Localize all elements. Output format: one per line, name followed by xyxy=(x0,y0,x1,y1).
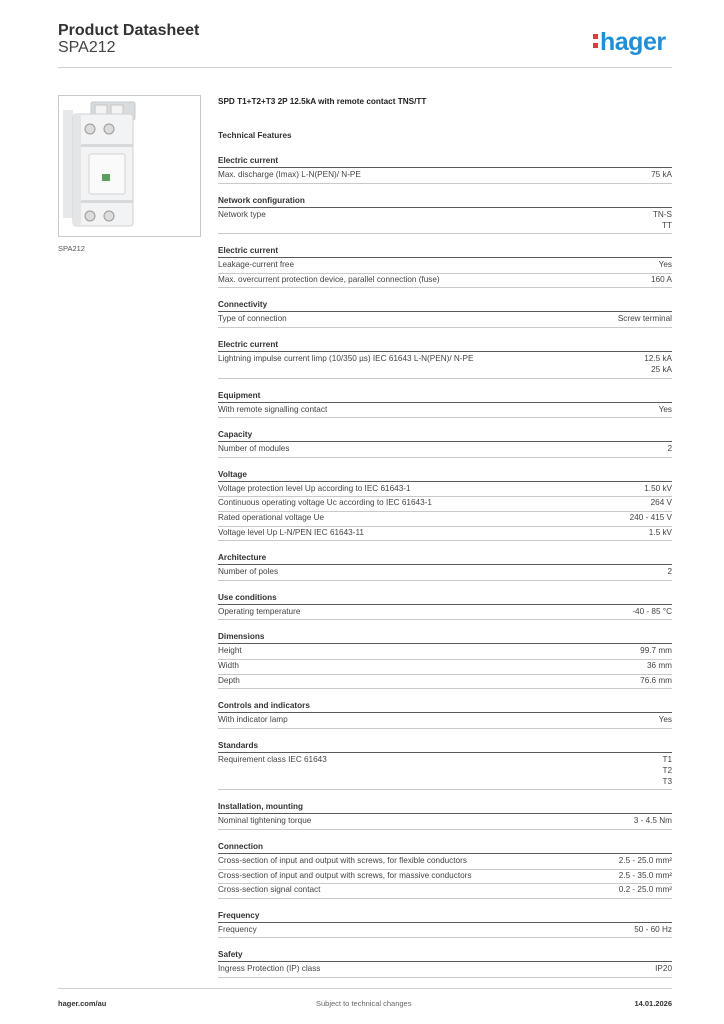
spec-value: 36 mm xyxy=(646,661,672,670)
section-title: Voltage xyxy=(218,469,672,482)
spec-row xyxy=(218,645,672,660)
spec-value: IP20 xyxy=(655,964,672,974)
spec-value: 2 xyxy=(667,567,672,577)
spec-values xyxy=(647,660,672,671)
spec-values xyxy=(644,483,672,494)
spec-values xyxy=(655,963,672,974)
spec-label: Cross-section of input and output with screws, for massive conductors xyxy=(218,870,472,880)
spec-values xyxy=(667,443,672,454)
spec-row xyxy=(218,855,672,870)
spec-label: Nominal tightening torque xyxy=(218,816,312,826)
spec-values xyxy=(659,714,672,725)
footer-divider xyxy=(58,988,672,989)
section-title: Use conditions xyxy=(218,592,672,605)
spec-row xyxy=(218,924,672,939)
section-title: Safety xyxy=(218,949,672,962)
spec-values xyxy=(644,353,672,375)
spec-label: Cross-section of input and output with screws, for flexible conductors xyxy=(218,856,467,865)
footer-date: 14.01.2026 xyxy=(634,999,672,1008)
spec-row xyxy=(218,963,672,978)
spec-row xyxy=(218,884,672,899)
spec-label: Number of modules xyxy=(218,444,290,454)
spec-value: 99.7 mm xyxy=(640,646,672,656)
spec-row xyxy=(218,169,672,184)
section-title: Installation, mounting xyxy=(218,801,672,814)
spec-value: 240 - 415 V xyxy=(629,513,672,522)
spec-value: 76.6 mm xyxy=(640,675,672,685)
product-subtitle: SPD T1+T2+T3 2P 12.5kA with remote contact TNS/TT xyxy=(218,97,427,106)
spec-value: Yes xyxy=(658,404,672,414)
spec-values xyxy=(651,274,672,285)
section-title: Capacity xyxy=(218,429,672,442)
spec-value: 0.2 - 25.0 mm² xyxy=(618,885,672,895)
spec-values xyxy=(640,645,672,656)
spec-label: Operating temperature xyxy=(218,606,301,616)
spec-row xyxy=(218,566,672,581)
spec-row xyxy=(218,274,672,289)
spec-row xyxy=(218,675,672,690)
product-image xyxy=(58,95,201,237)
spec-label: Requirement class IEC 61643 xyxy=(218,754,327,764)
hager-logo xyxy=(593,28,666,57)
spec-values xyxy=(634,924,672,935)
spec-label: With remote signalling contact xyxy=(218,404,328,414)
spec-row xyxy=(218,313,672,328)
spec-value: -40 - 85 °C xyxy=(632,606,672,616)
spec-row xyxy=(218,606,672,621)
spec-row xyxy=(218,815,672,830)
spec-value: 2.5 - 25.0 mm² xyxy=(618,856,672,865)
surge-protector-device-image xyxy=(59,96,200,236)
spec-label: Continuous operating voltage Uc according to IEC 61643-1 xyxy=(218,498,432,508)
spec-label: Type of connection xyxy=(218,314,287,324)
page-title: Product Datasheet xyxy=(58,22,200,39)
section-title: Electric current xyxy=(218,339,672,352)
section-title: Architecture xyxy=(218,552,672,565)
spec-label: Lightning impulse current limp (10/350 µs) IEC 61643 L-N(PEN)/ N-PE xyxy=(218,354,474,363)
spec-values xyxy=(619,855,672,866)
spec-label: Max. overcurrent protection device, parallel connection (fuse) xyxy=(218,274,440,284)
spec-value: 25 kA xyxy=(651,365,672,374)
spec-value: 1.50 kV xyxy=(644,483,672,493)
spec-values xyxy=(630,512,672,523)
spec-value: 2.5 - 35.0 mm² xyxy=(618,870,672,880)
spec-row xyxy=(218,754,672,791)
spec-row xyxy=(218,259,672,274)
section-title: Network configuration xyxy=(218,195,672,208)
spec-label: Max. discharge (Imax) L-N(PEN)/ N-PE xyxy=(218,170,361,179)
spec-values xyxy=(662,754,672,787)
header-divider xyxy=(58,67,672,68)
spec-value: TN-S xyxy=(652,209,672,219)
spec-value: T2 xyxy=(662,765,672,775)
spec-values xyxy=(651,497,672,508)
spec-value: 75 kA xyxy=(651,170,672,179)
spec-value: 264 V xyxy=(650,498,672,508)
spec-row xyxy=(218,353,672,379)
spec-row xyxy=(218,209,672,235)
spec-value: TT xyxy=(661,220,672,230)
spec-label: Ingress Protection (IP) class xyxy=(218,964,321,974)
spec-values xyxy=(659,404,672,415)
spec-label: Voltage level Up L-N/PEN IEC 61643-11 xyxy=(218,527,364,537)
spec-values xyxy=(653,209,672,231)
spec-label: Width xyxy=(218,661,239,670)
spec-label: Rated operational voltage Ue xyxy=(218,513,325,522)
spec-row xyxy=(218,497,672,512)
spec-value: 1.5 kV xyxy=(648,527,672,537)
spec-value: Screw terminal xyxy=(617,314,672,324)
footer-website[interactable]: hager.com/au xyxy=(58,999,107,1008)
spec-values xyxy=(667,566,672,577)
spec-value: T1 xyxy=(662,754,672,764)
section-title: Connection xyxy=(218,841,672,854)
spec-label: Number of poles xyxy=(218,567,279,577)
spec-row xyxy=(218,443,672,458)
spec-label: Height xyxy=(218,646,242,656)
spec-value: 50 - 60 Hz xyxy=(634,924,672,934)
spec-values xyxy=(619,870,672,881)
image-caption: SPA212 xyxy=(58,244,85,253)
spec-label: Network type xyxy=(218,209,266,219)
spec-values xyxy=(649,527,672,538)
spec-value: T3 xyxy=(662,776,672,786)
spec-values xyxy=(659,259,672,270)
spec-values xyxy=(640,675,672,686)
spec-label: Frequency xyxy=(218,924,257,934)
section-title: Standards xyxy=(218,740,672,753)
spec-label: Cross-section signal contact xyxy=(218,885,321,895)
section-title: Electric current xyxy=(218,155,672,168)
section-title: Dimensions xyxy=(218,631,672,644)
spec-row xyxy=(218,512,672,527)
spec-value: 12.5 kA xyxy=(644,354,672,363)
spec-row xyxy=(218,870,672,885)
spec-row xyxy=(218,404,672,419)
spec-row xyxy=(218,660,672,675)
section-title: Connectivity xyxy=(218,299,672,312)
product-code: SPA212 xyxy=(58,39,116,56)
spec-values xyxy=(619,884,672,895)
spec-label: Depth xyxy=(218,675,240,685)
footer-disclaimer: Subject to technical changes xyxy=(316,999,412,1008)
spec-value: 3 - 4.5 Nm xyxy=(633,816,672,826)
spec-row xyxy=(218,483,672,498)
spec-values xyxy=(632,606,672,617)
spec-label: Voltage protection level Up according to IEC 61643-1 xyxy=(218,483,411,493)
spec-value: 160 A xyxy=(651,274,672,284)
section-title: Controls and indicators xyxy=(218,700,672,713)
spec-value: Yes xyxy=(658,715,672,725)
section-title: Equipment xyxy=(218,390,672,403)
section-title: Electric current xyxy=(218,245,672,258)
spec-values xyxy=(634,815,672,826)
spec-label: Leakage-current free xyxy=(218,260,295,270)
spec-values xyxy=(651,169,672,180)
spec-row xyxy=(218,527,672,542)
spec-values xyxy=(618,313,672,324)
spec-value: Yes xyxy=(658,260,672,270)
spec-label: With indicator lamp xyxy=(218,715,288,725)
spec-value: 2 xyxy=(667,444,672,454)
technical-features-heading: Technical Features xyxy=(218,131,292,140)
logo-dots-icon xyxy=(593,34,598,48)
section-title: Frequency xyxy=(218,910,672,923)
spec-row xyxy=(218,714,672,729)
logo-text: hager xyxy=(600,28,666,56)
